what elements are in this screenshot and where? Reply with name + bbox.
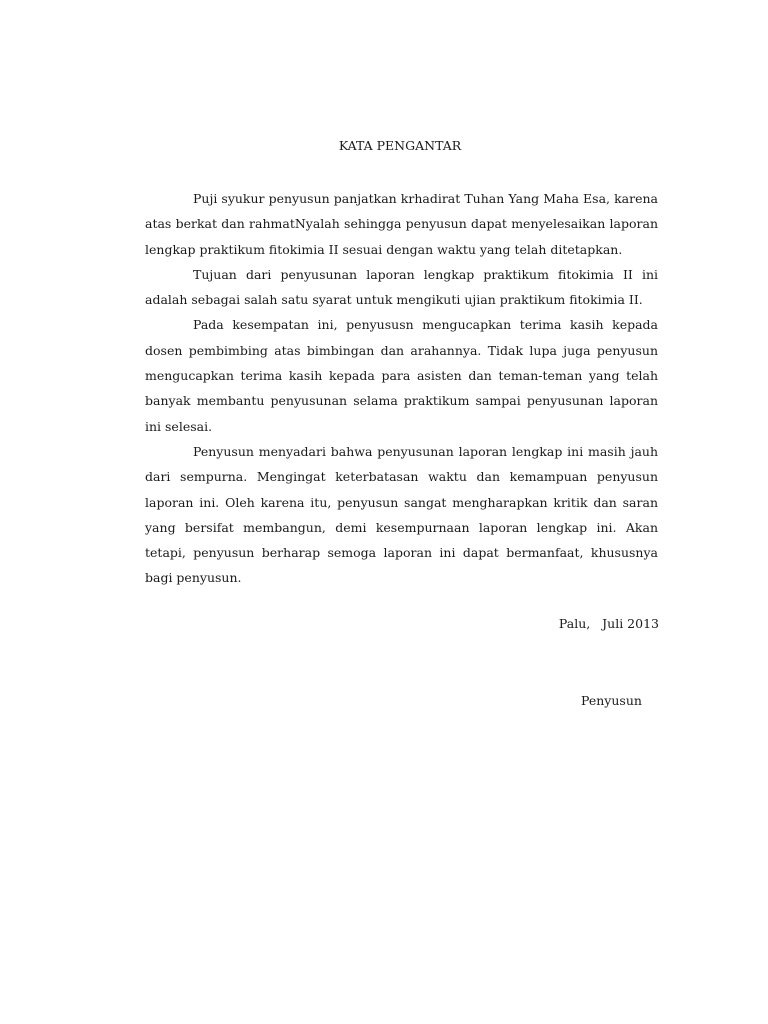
- paragraph-1: Puji syukur penyusun panjatkan krhadirat Tuhan Yang Maha Esa, karena atas berkat dan rahmatNyalah sehingga penyusun dapat menyelesaikan laporan lengkap praktikum fitokimia II sesuai dengan waktu yang telah ditetapkan.: [145, 191, 658, 257]
- paragraph-2: Tujuan dari penyusunan laporan lengkap praktikum fitokimia II ini adalah sebagai salah satu syarat untuk mengikuti ujian praktikum fitokimia II.: [145, 266, 658, 308]
- closing-author: Penyusun: [581, 693, 642, 708]
- document-body: [145, 186, 658, 591]
- paragraph-3: Pada kesempatan ini, penyususn mengucapkan terima kasih kepada dosen pembimbing atas bimbingan dan arahannya. Tidak lupa juga penyusun mengucapkan terima kasih kepada para asisten dan teman-teman yang telah banyak membantu penyusunan selama praktikum sampai penyusunan laporan ini selesai.: [145, 317, 658, 434]
- paragraph-4: Penyusun menyadari bahwa penyusunan laporan lengkap ini masih jauh dari sempurna. Mengingat keterbatasan waktu dan kemampuan penyusun laporan ini. Oleh karena itu, penyusun sangat mengharapkan kritik dan saran yang bersifat membangun, demi kesempurnaan laporan lengkap ini. Akan tetapi, penyusun berharap semoga laporan ini dapat bermanfaat, khususnya bagi penyusun.: [145, 443, 658, 586]
- closing-place-date: Palu, Juli 2013: [558, 616, 659, 631]
- page-title: KATA PENGANTAR: [338, 138, 462, 153]
